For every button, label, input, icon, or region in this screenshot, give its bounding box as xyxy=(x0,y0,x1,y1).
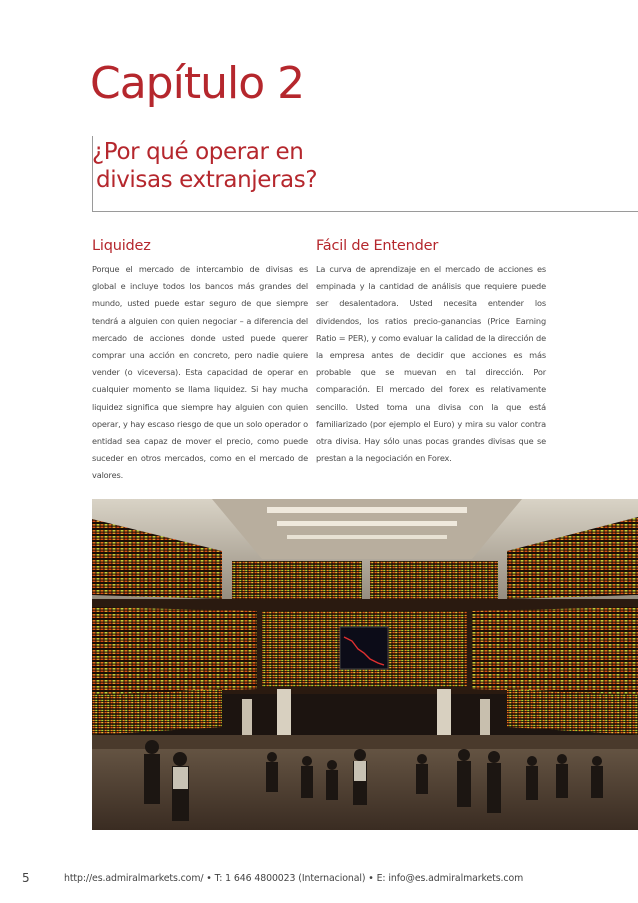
title-rule-horizontal xyxy=(92,211,638,212)
section-liquidez xyxy=(92,238,308,485)
section-facil-de-entender xyxy=(316,238,546,467)
footer-contact: http://es.admiralmarkets.com/ • T: 1 646 4800023 (Internacional) • E: info@es.admiralmarkets.com xyxy=(64,873,524,884)
page-number: 5 xyxy=(22,871,30,885)
stock-exchange-trading-floor-photo xyxy=(92,499,638,830)
chapter-title: Capítulo 2 xyxy=(90,58,305,109)
section-heading-facil: Fácil de Entender xyxy=(316,238,439,254)
section-body-liquidez: Porque el mercado de intercambio de divisas es global e incluye todos los bancos más grandes del mundo, usted puede estar seguro de que siempre tendrá a alguien con quien negociar – a diferencia del mercado de acciones donde usted puede querer comprar una acción en concreto, pero nadie quiere vender (o viceversa). Esta capacidad de operar en cualquier momento se llama liquidez. Si hay mucha liquidez significa que siempre hay alguien con quien operar, y hay escaso riesgo de que un solo operador o entidad sea capaz de mover el precio, como puede suceder en otros mercados, como en el mercado de valores. xyxy=(92,264,308,481)
chapter-subtitle-line1: ¿Por qué operar en xyxy=(92,139,304,165)
chapter-subtitle xyxy=(92,138,317,194)
section-body-facil: La curva de aprendizaje en el mercado de acciones es empinada y la cantidad de análisis que requiere puede ser desalentadora. Usted necesita entender los dividendos, los ratios precio-ganancias (Price Earning Ratio = PER), y como evaluar la calidad de la dirección de la empresa antes de decidir que acciones es más probable que se muevan en tal dirección. Por comparación. El mercado del forex es relativamente sencillo. Usted toma una divisa con la que está familiarizado (por ejemplo el Euro) y mira su valor contra otra divisa. Hay sólo unas pocas grandes divisas que se prestan a la negociación en Forex. xyxy=(316,264,546,464)
section-heading-liquidez: Liquidez xyxy=(92,238,151,254)
page-footer xyxy=(0,871,638,887)
chapter-subtitle-line2: divisas extranjeras? xyxy=(96,167,318,193)
